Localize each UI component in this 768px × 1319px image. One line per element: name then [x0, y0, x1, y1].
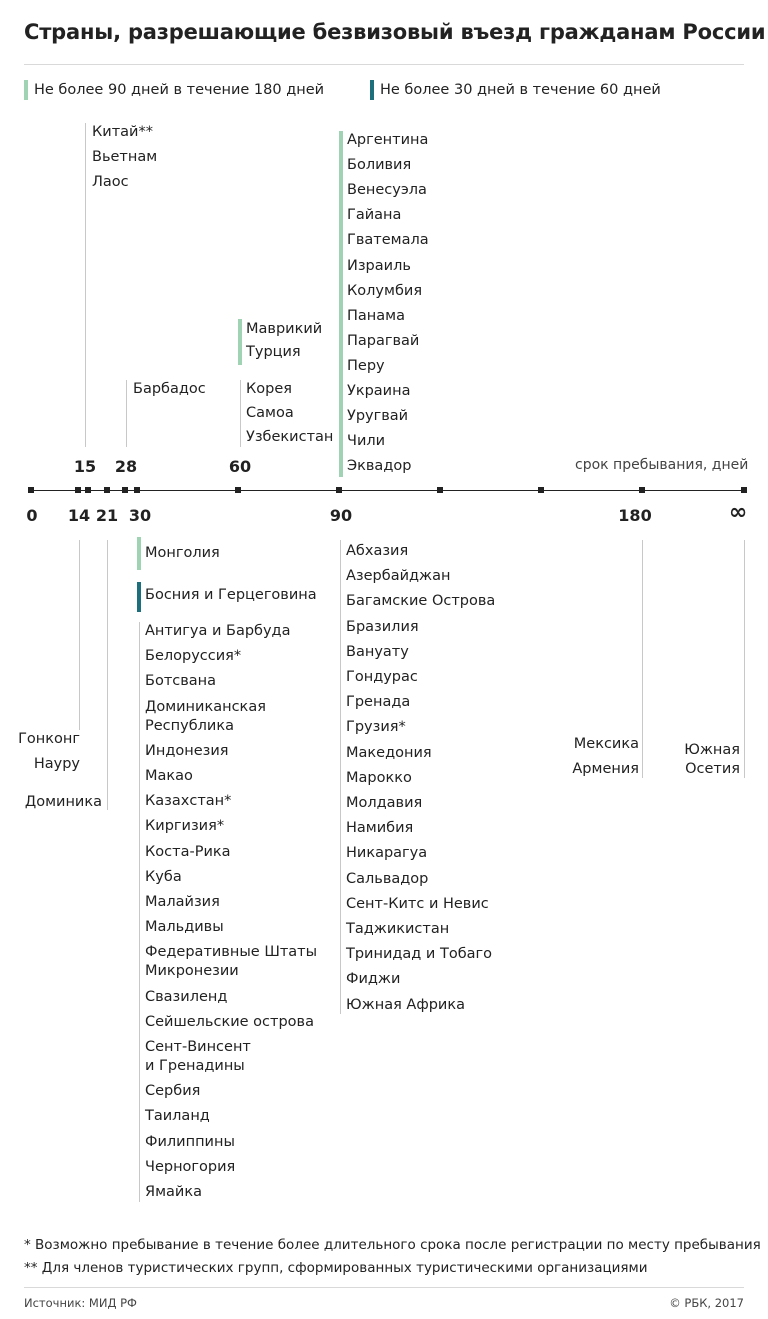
- country-item: Гондурас: [346, 669, 418, 685]
- country-item: Доминика: [24, 794, 102, 810]
- axis-label-28: 28: [114, 457, 138, 476]
- country-item: Антигуа и Барбуда: [145, 623, 291, 639]
- country-item: Барбадос: [133, 381, 206, 397]
- axis-label-90: 90: [329, 506, 353, 525]
- axis-tick: [75, 487, 81, 493]
- leader-line-90: [340, 540, 341, 1014]
- country-item: Южная Африка: [346, 996, 466, 1013]
- axis-label-60: 60: [228, 457, 252, 476]
- country-item: Грузия*: [346, 719, 406, 736]
- footer-divider: [24, 1287, 744, 1288]
- country-item: Гайана: [347, 207, 402, 224]
- country-item: Сальвадор: [346, 870, 429, 887]
- country-item: Гонконг: [18, 731, 80, 747]
- page-title: Страны, разрешающие безвизовый въезд гражданам России: [24, 20, 766, 44]
- country-item: Сербия: [145, 1083, 201, 1100]
- axis-tick: [28, 487, 34, 493]
- country-item: Аргентина: [347, 132, 429, 148]
- country-item: Южная Осетия: [684, 742, 740, 777]
- country-item: Азербайджан: [346, 568, 451, 585]
- leader-line-15: [85, 123, 86, 447]
- legend-item-90-180: [24, 80, 324, 100]
- leader-line-14: [79, 540, 80, 730]
- country-item: Корея: [246, 381, 293, 397]
- country-item: Индонезия: [145, 742, 229, 759]
- country-item: Федеративные Штаты Микронезии: [145, 944, 318, 980]
- country-item: Малайзия: [145, 894, 220, 910]
- country-item: Намибия: [346, 820, 414, 837]
- country-item: Сент-Китс и Невис: [346, 895, 489, 912]
- country-item: Израиль: [347, 257, 411, 274]
- country-item: Макао: [145, 768, 193, 784]
- country-item: Филиппины: [145, 1133, 235, 1150]
- axis-tick: [437, 487, 443, 493]
- country-item: Лаос: [92, 174, 129, 190]
- country-item: Ямайка: [145, 1184, 202, 1200]
- country-item: Чили: [347, 433, 386, 450]
- country-item: Турция: [246, 344, 301, 360]
- country-item: Панама: [347, 307, 405, 324]
- country-item: Коста-Рика: [145, 843, 231, 860]
- country-item: Перу: [347, 357, 385, 374]
- legend-label-90-180: Не более 90 дней в течение 180 дней: [34, 82, 325, 98]
- axis-label-15: 15: [73, 457, 97, 476]
- country-item: Черногория: [145, 1158, 236, 1175]
- axis-label-180: 180: [618, 506, 652, 525]
- country-item: Белоруссия*: [145, 648, 242, 665]
- source-note: Источник: МИД РФ: [24, 1296, 137, 1310]
- country-item: Казахстан*: [145, 793, 232, 810]
- axis-tick: [639, 487, 645, 493]
- country-item: Тринидад и Тобаго: [346, 946, 493, 963]
- axis-title: срок пребывания, дней: [575, 457, 749, 473]
- copyright: © РБК, 2017: [669, 1296, 744, 1310]
- country-item: Узбекистан: [246, 429, 334, 445]
- country-item: Ботсвана: [145, 673, 217, 690]
- country-item: Уругвай: [347, 408, 409, 425]
- leader-line-inf: [744, 540, 745, 778]
- country-item: Вануату: [346, 643, 409, 660]
- country-item: Бразилия: [346, 618, 419, 635]
- legend-item-30-60: [370, 80, 660, 100]
- country-item: Босния и Герцеговина: [145, 587, 317, 603]
- legend-swatch-teal: [370, 80, 374, 100]
- country-item: Украина: [347, 383, 411, 399]
- axis-tick: [235, 487, 241, 493]
- axis-tick: [85, 487, 91, 493]
- footnote-1: * Возможно пребывание в течение более длительного срока после регистрации по месту пребывания: [24, 1237, 761, 1253]
- legend-swatch-green: [24, 80, 28, 100]
- country-item: Киргизия*: [145, 818, 225, 835]
- country-item: Македония: [346, 744, 432, 761]
- axis-label-infinity: ∞: [728, 500, 748, 525]
- country-item: Марокко: [346, 769, 412, 786]
- country-item: Колумбия: [347, 282, 423, 299]
- axis-label-14: 14: [67, 506, 91, 525]
- axis-tick: [538, 487, 544, 493]
- country-item: Багамские Острова: [346, 593, 496, 610]
- axis-label-0: 0: [26, 506, 38, 525]
- country-item: Боливия: [347, 157, 412, 174]
- country-item: Таджикистан: [346, 921, 450, 937]
- country-item: Мальдивы: [145, 919, 224, 936]
- country-item: Армения: [572, 761, 639, 777]
- axis-label-21: 21: [95, 506, 119, 525]
- country-item: Парагвай: [347, 332, 420, 349]
- country-item: Науру: [33, 756, 80, 772]
- country-item: Гренада: [346, 694, 411, 711]
- country-item: Абхазия: [346, 543, 409, 559]
- country-item: Фиджи: [346, 971, 401, 988]
- legend-label-30-60: Не более 30 дней в течение 60 дней: [380, 82, 661, 98]
- country-item: Никарагуа: [346, 845, 428, 862]
- leader-line-180: [642, 540, 643, 778]
- country-item: Китай**: [92, 124, 153, 140]
- country-item: Доминиканская Республика: [145, 698, 266, 734]
- country-item: Таиланд: [145, 1108, 210, 1125]
- country-item: Мексика: [573, 736, 639, 752]
- axis-tick: [741, 487, 747, 493]
- leader-line-21: [107, 540, 108, 810]
- country-item: Эквадор: [347, 458, 412, 475]
- title-divider: [24, 64, 744, 65]
- country-item: Монголия: [145, 545, 220, 561]
- country-item: Куба: [145, 868, 182, 885]
- country-item: Гватемала: [347, 232, 429, 249]
- axis-tick: [134, 487, 140, 493]
- axis-tick: [104, 487, 110, 493]
- bar-90-green: [339, 131, 343, 477]
- country-item: Самоа: [246, 405, 294, 421]
- bar-30-green: [137, 537, 141, 570]
- country-item: Вьетнам: [92, 149, 158, 165]
- bar-60-green: [238, 319, 242, 365]
- country-item: Маврикий: [246, 321, 323, 337]
- country-item: Сент-Винсент и Гренадины: [145, 1039, 251, 1074]
- leader-line-28: [126, 380, 127, 447]
- axis-tick: [336, 487, 342, 493]
- bar-30-teal: [137, 582, 141, 612]
- country-item: Сейшельские острова: [145, 1013, 314, 1030]
- country-item: Молдавия: [346, 795, 423, 811]
- footnote-2: ** Для членов туристических групп, сформированных туристическими организациями: [24, 1260, 648, 1276]
- leader-line-60: [240, 380, 241, 447]
- leader-line-30: [139, 622, 140, 1202]
- axis-label-30: 30: [128, 506, 152, 525]
- axis-tick: [122, 487, 128, 493]
- country-item: Свазиленд: [145, 988, 228, 1005]
- country-item: Венесуэла: [347, 182, 427, 199]
